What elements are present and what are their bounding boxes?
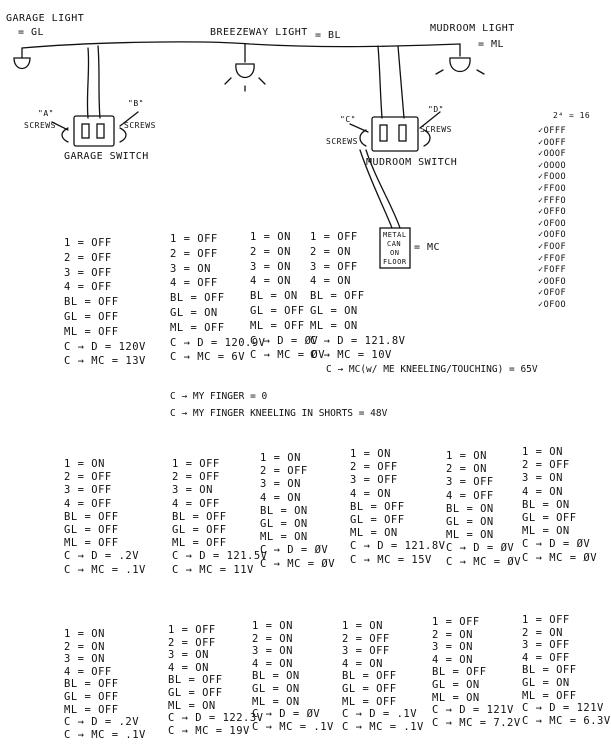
c-to-d-voltage: C → D = ØV [522,538,591,551]
garage-light-label: GARAGE LIGHT [6,13,85,24]
measurement-set-6 [172,458,268,577]
c-to-mc-voltage: C → MC = 13V [64,355,146,368]
c-to-d-voltage: C → D = 120V [64,340,146,353]
combo-item: ✓OFFO [538,207,567,218]
switch-2-state: 2 = ON [252,632,293,645]
switch-4-state: 4 = ON [260,491,301,504]
combo-item: ✓FOOF [538,241,567,252]
c-to-mc-voltage: C → MC = ØV [522,551,598,564]
c-to-mc-voltage: C → MC = .1V [252,720,334,733]
measurement-set-8 [350,448,446,567]
mudroom-light-state: ML = ON [260,531,308,544]
c-to-mc-voltage: C → MC = 6.3V [522,714,611,727]
combo-item: ✓OOFF [538,137,567,148]
mudroom-light-state: ML = ON [310,319,358,332]
mudroom-light-state: ML = ON [350,527,398,540]
mudroom-switch-label: MUDROOM SWITCH [366,157,458,168]
c-to-mc-voltage: C → MC = 19V [168,724,250,737]
mudroom-light-state: ML = ON [446,529,494,542]
mudroom-light-state: ML = OFF [64,325,119,338]
garage-light-state: GL = OFF [522,511,577,524]
mudroom-switch-wire-b [398,46,404,118]
mudroom-light-state: ML = OFF [170,321,225,334]
breezeway-light-abbrev: = BL [315,30,342,41]
switch-2-state: 2 = ON [522,626,563,639]
c-to-d-voltage: C → D = 121.8V [310,334,406,347]
screws-d-word: SCREWS [420,125,452,134]
screws-a-word: SCREWS [24,121,56,130]
mudroom-light-abbrev: = ML [478,39,505,50]
c-to-mc-voltage: C → MC = .1V [64,563,146,576]
switch-2-state: 2 = ON [310,245,351,258]
metal-can-abbrev: = MC [414,242,441,253]
switch-1-state: 1 = ON [250,231,291,243]
combo-item: ✓OFOO [538,299,567,310]
switch-4-state: 4 = ON [432,653,473,666]
measurement-set-11 [64,628,146,741]
switch-2-state: 2 = OFF [342,632,390,645]
switch-1-state: 1 = OFF [168,624,216,636]
screws-a-letter: "A" [38,109,54,118]
switch-1-state: 1 = OFF [310,231,358,243]
c-to-d-voltage: C → D = .2V [64,716,140,729]
measurement-set-10 [522,446,597,565]
garage-light-state: GL = ON [170,306,218,319]
garage-light-state: GL = ON [310,304,358,317]
switch-4-state: 4 = ON [342,657,383,670]
switch-4-state: 4 = ON [250,275,291,288]
switch-1-state: 1 = OFF [432,616,480,628]
garage-light-state: GL = OFF [172,523,227,536]
garage-switch-box [74,116,114,146]
c-to-d-voltage: C → D = ØV [252,708,321,721]
combo-item: ✓FFOF [538,253,567,264]
garage-switch-label: GARAGE SWITCH [64,151,149,162]
switch-1-state: 1 = ON [64,458,105,470]
mudroom-light-bulb [450,58,470,72]
combo-item: ✓FFOO [538,183,567,194]
garage-light-state: GL = OFF [168,686,223,699]
screws-c-word: SCREWS [326,137,358,146]
switch-2-state: 2 = ON [432,628,473,641]
switch-4-state: 4 = OFF [64,665,112,678]
garage-light-state: GL = OFF [64,310,119,323]
switch-1-state: 1 = ON [350,448,391,460]
breezeway-light-state: BL = OFF [310,290,365,303]
c-to-d-voltage: C → D = .1V [342,708,418,721]
combo-item: ✓FOOO [538,172,567,183]
switch-3-state: 3 = ON [172,484,213,497]
c-to-mc-voltage: C → MC = ØV [446,555,522,568]
switch-3-state: 3 = ON [260,478,301,491]
measurement-set-16 [522,614,611,727]
garage-light-state: GL = OFF [342,682,397,695]
combo-item: ✓OOOF [538,149,567,160]
mudroom-light-state: ML = OFF [522,689,577,702]
metal-can-line-4: FLOOR [383,258,407,266]
mudroom-light-state: ML = OFF [342,695,397,708]
c-to-mc-voltage: C → MC = 6V [170,351,246,364]
c-to-mc-voltage: C → MC = 15V [350,553,432,566]
measurement-set-15 [432,616,521,729]
garage-switch-wire-b [98,46,100,118]
c-to-mc-voltage: C → MC = ØV [250,349,326,362]
c-to-d-voltage: C → D = ØV [446,542,515,555]
combo-item: ✓OFOO [538,218,567,229]
measurement-set-1 [64,236,146,369]
breezeway-light-state: BL = OFF [170,292,225,305]
c-to-mc-voltage: C → MC = .1V [342,720,424,733]
breezeway-light-state: BL = ON [522,498,570,511]
switch-4-state: 4 = ON [350,487,391,500]
switch-3-state: 3 = ON [168,649,209,662]
garage-light-abbrev: = GL [18,27,45,38]
garage-light-state: GL = ON [432,678,480,691]
switch-2-state: 2 = ON [64,640,105,653]
breezeway-light-state: BL = OFF [522,664,577,677]
switch-2-state: 2 = OFF [260,465,308,478]
switch-3-state: 3 = OFF [64,266,112,279]
note-kneeling: C → MC(w/ ME KNEELING/TOUCHING) = 65V [326,364,538,375]
switch-4-state: 4 = ON [252,657,293,670]
switch-2-state: 2 = OFF [170,247,218,260]
mudroom-light-state: ML = OFF [64,537,119,550]
c-to-d-voltage: C → D = 121.8V [350,540,446,553]
combos-header: 2⁴ = 16 [553,111,591,120]
combo-item: ✓OOFO [538,230,567,241]
c-to-mc-voltage: C → MC = .1V [64,728,146,741]
switch-3-state: 3 = ON [64,653,105,666]
breezeway-light-state: BL = OFF [64,678,119,691]
switch-4-state: 4 = OFF [170,277,218,290]
garage-light-state: GL = ON [260,517,308,530]
measurement-set-5 [64,458,146,577]
switch-2-state: 2 = OFF [64,251,112,264]
c-to-d-voltage: C → D = .2V [64,550,140,563]
switch-4-state: 4 = OFF [64,281,112,294]
switch-4-state: 4 = OFF [172,497,220,510]
switch-1-state: 1 = ON [522,446,563,458]
note-finger-kneeling: C → MY FINGER KNEELING IN SHORTS = 48V [170,408,388,419]
switch-1-state: 1 = ON [64,628,105,640]
switch-1-state: 1 = ON [260,452,301,464]
breezeway-light-state: BL = ON [446,502,494,515]
switch-2-state: 2 = OFF [522,459,570,472]
switch-3-state: 3 = OFF [310,260,358,273]
switch-3-state: 3 = OFF [446,476,494,489]
switch-2-state: 2 = OFF [64,471,112,484]
garage-light-state: GL = OFF [64,690,119,703]
switch-1-state: 1 = OFF [172,458,220,470]
switch-4-state: 4 = ON [310,275,351,288]
mudroom-light-state: ML = OFF [64,703,119,716]
garage-light-bulb [14,58,30,69]
switch-2-state: 2 = ON [250,245,291,258]
breezeway-light-state: BL = OFF [172,510,227,523]
switch-4-state: 4 = OFF [446,489,494,502]
breezeway-light-state: BL = OFF [64,510,119,523]
switch-4-state: 4 = ON [522,485,563,498]
breezeway-light-state: BL = OFF [168,674,223,687]
mudroom-switch-box [372,117,418,151]
mudroom-light-state: ML = OFF [250,319,305,332]
breezeway-light-bulb [236,64,254,78]
combo-item: ✓OOOO [538,160,567,171]
garage-light-state: GL = OFF [250,304,305,317]
c-to-d-voltage: C → D = ØV [260,544,329,557]
combo-item: ✓FFFO [538,195,567,206]
garage-switch-wire-a [87,48,88,118]
switch-2-state: 2 = ON [446,463,487,476]
switch-3-state: 3 = OFF [350,474,398,487]
measurement-set-14 [342,620,424,733]
breezeway-light-state: BL = OFF [350,500,405,513]
switch-2-state: 2 = OFF [172,471,220,484]
switch-1-state: 1 = ON [252,620,293,632]
switch-4-state: 4 = OFF [522,651,570,664]
screws-b-word: SCREWS [124,121,156,130]
mudroom-light-state: ML = ON [432,691,480,704]
c-to-d-voltage: C → D = ØV [250,334,319,347]
mudroom-light-label: MUDROOM LIGHT [430,23,515,34]
c-to-d-voltage: C → D = 122.3V [168,712,264,725]
switch-3-state: 3 = OFF [342,645,390,658]
breezeway-light-state: BL = ON [250,290,298,303]
screws-b-letter: "B" [128,99,144,108]
switch-1-state: 1 = OFF [64,237,112,249]
switch-3-state: 3 = OFF [64,484,112,497]
breezeway-light-state: BL = OFF [432,666,487,679]
main-wire [22,42,460,48]
combo-item: ✓OOFO [538,276,567,287]
screws-c-letter: "C" [340,115,356,124]
switch-2-state: 2 = OFF [350,461,398,474]
breezeway-light-label: BREEZEWAY LIGHT [210,27,308,38]
combo-item: ✓FOFF [538,265,567,276]
measurement-set-7 [260,452,335,571]
note-finger: C → MY FINGER = 0 [170,391,268,402]
mudroom-light-state: ML = ON [168,699,216,712]
mudroom-light-state: ML = ON [252,695,300,708]
measurement-set-9 [446,450,521,569]
switch-4-state: 4 = ON [168,661,209,674]
switch-3-state: 3 = ON [252,645,293,658]
breezeway-light-state: BL = ON [260,504,308,517]
combo-item: ✓OFFF [538,126,567,136]
switch-1-state: 1 = OFF [170,233,218,245]
garage-light-state: GL = OFF [350,513,405,526]
metal-can-line-3: ON [390,249,400,257]
c-to-d-voltage: C → D = 121.5V [172,550,268,563]
switch-3-state: 3 = OFF [522,639,570,652]
garage-light-state: GL = OFF [64,523,119,536]
breezeway-light-state: BL = OFF [64,296,119,309]
measurement-set-4 [310,230,406,363]
c-to-mc-voltage: C → MC = ØV [260,557,336,570]
combo-item: ✓OFOF [538,288,567,299]
switch-3-state: 3 = ON [522,472,563,485]
c-to-d-voltage: C → D = 121V [522,702,604,715]
mudroom-switch-wire-a [378,46,382,118]
c-to-mc-voltage: C → MC = 11V [172,563,254,576]
switch-2-state: 2 = OFF [168,636,216,649]
switch-4-state: 4 = OFF [64,497,112,510]
c-to-mc-voltage: C → MC = 10V [310,349,392,362]
c-to-mc-voltage: C → MC = 7.2V [432,716,521,729]
garage-light-state: GL = ON [252,682,300,695]
c-to-d-voltage: C → D = 121V [432,704,514,717]
metal-can-line-1: METAL [383,231,407,239]
switch-1-state: 1 = OFF [522,614,570,626]
mudroom-light-state: ML = ON [522,525,570,538]
switch-3-state: 3 = ON [170,262,211,275]
c-to-d-voltage: C → D = 120.9V [170,336,266,349]
mudroom-light-state: ML = OFF [172,537,227,550]
metal-can-line-2: CAN [387,240,402,248]
switch-1-state: 1 = ON [446,450,487,462]
switch-3-state: 3 = ON [250,260,291,273]
screws-d-letter: "D" [428,105,444,114]
measurement-set-12 [168,624,264,737]
measurement-set-13 [252,620,334,733]
switch-3-state: 3 = ON [432,641,473,654]
breezeway-light-state: BL = ON [252,670,300,683]
switch-combos-list [538,126,566,312]
garage-light-state: GL = ON [522,676,570,689]
switch-1-state: 1 = ON [342,620,383,632]
breezeway-light-state: BL = OFF [342,670,397,683]
garage-light-state: GL = ON [446,515,494,528]
